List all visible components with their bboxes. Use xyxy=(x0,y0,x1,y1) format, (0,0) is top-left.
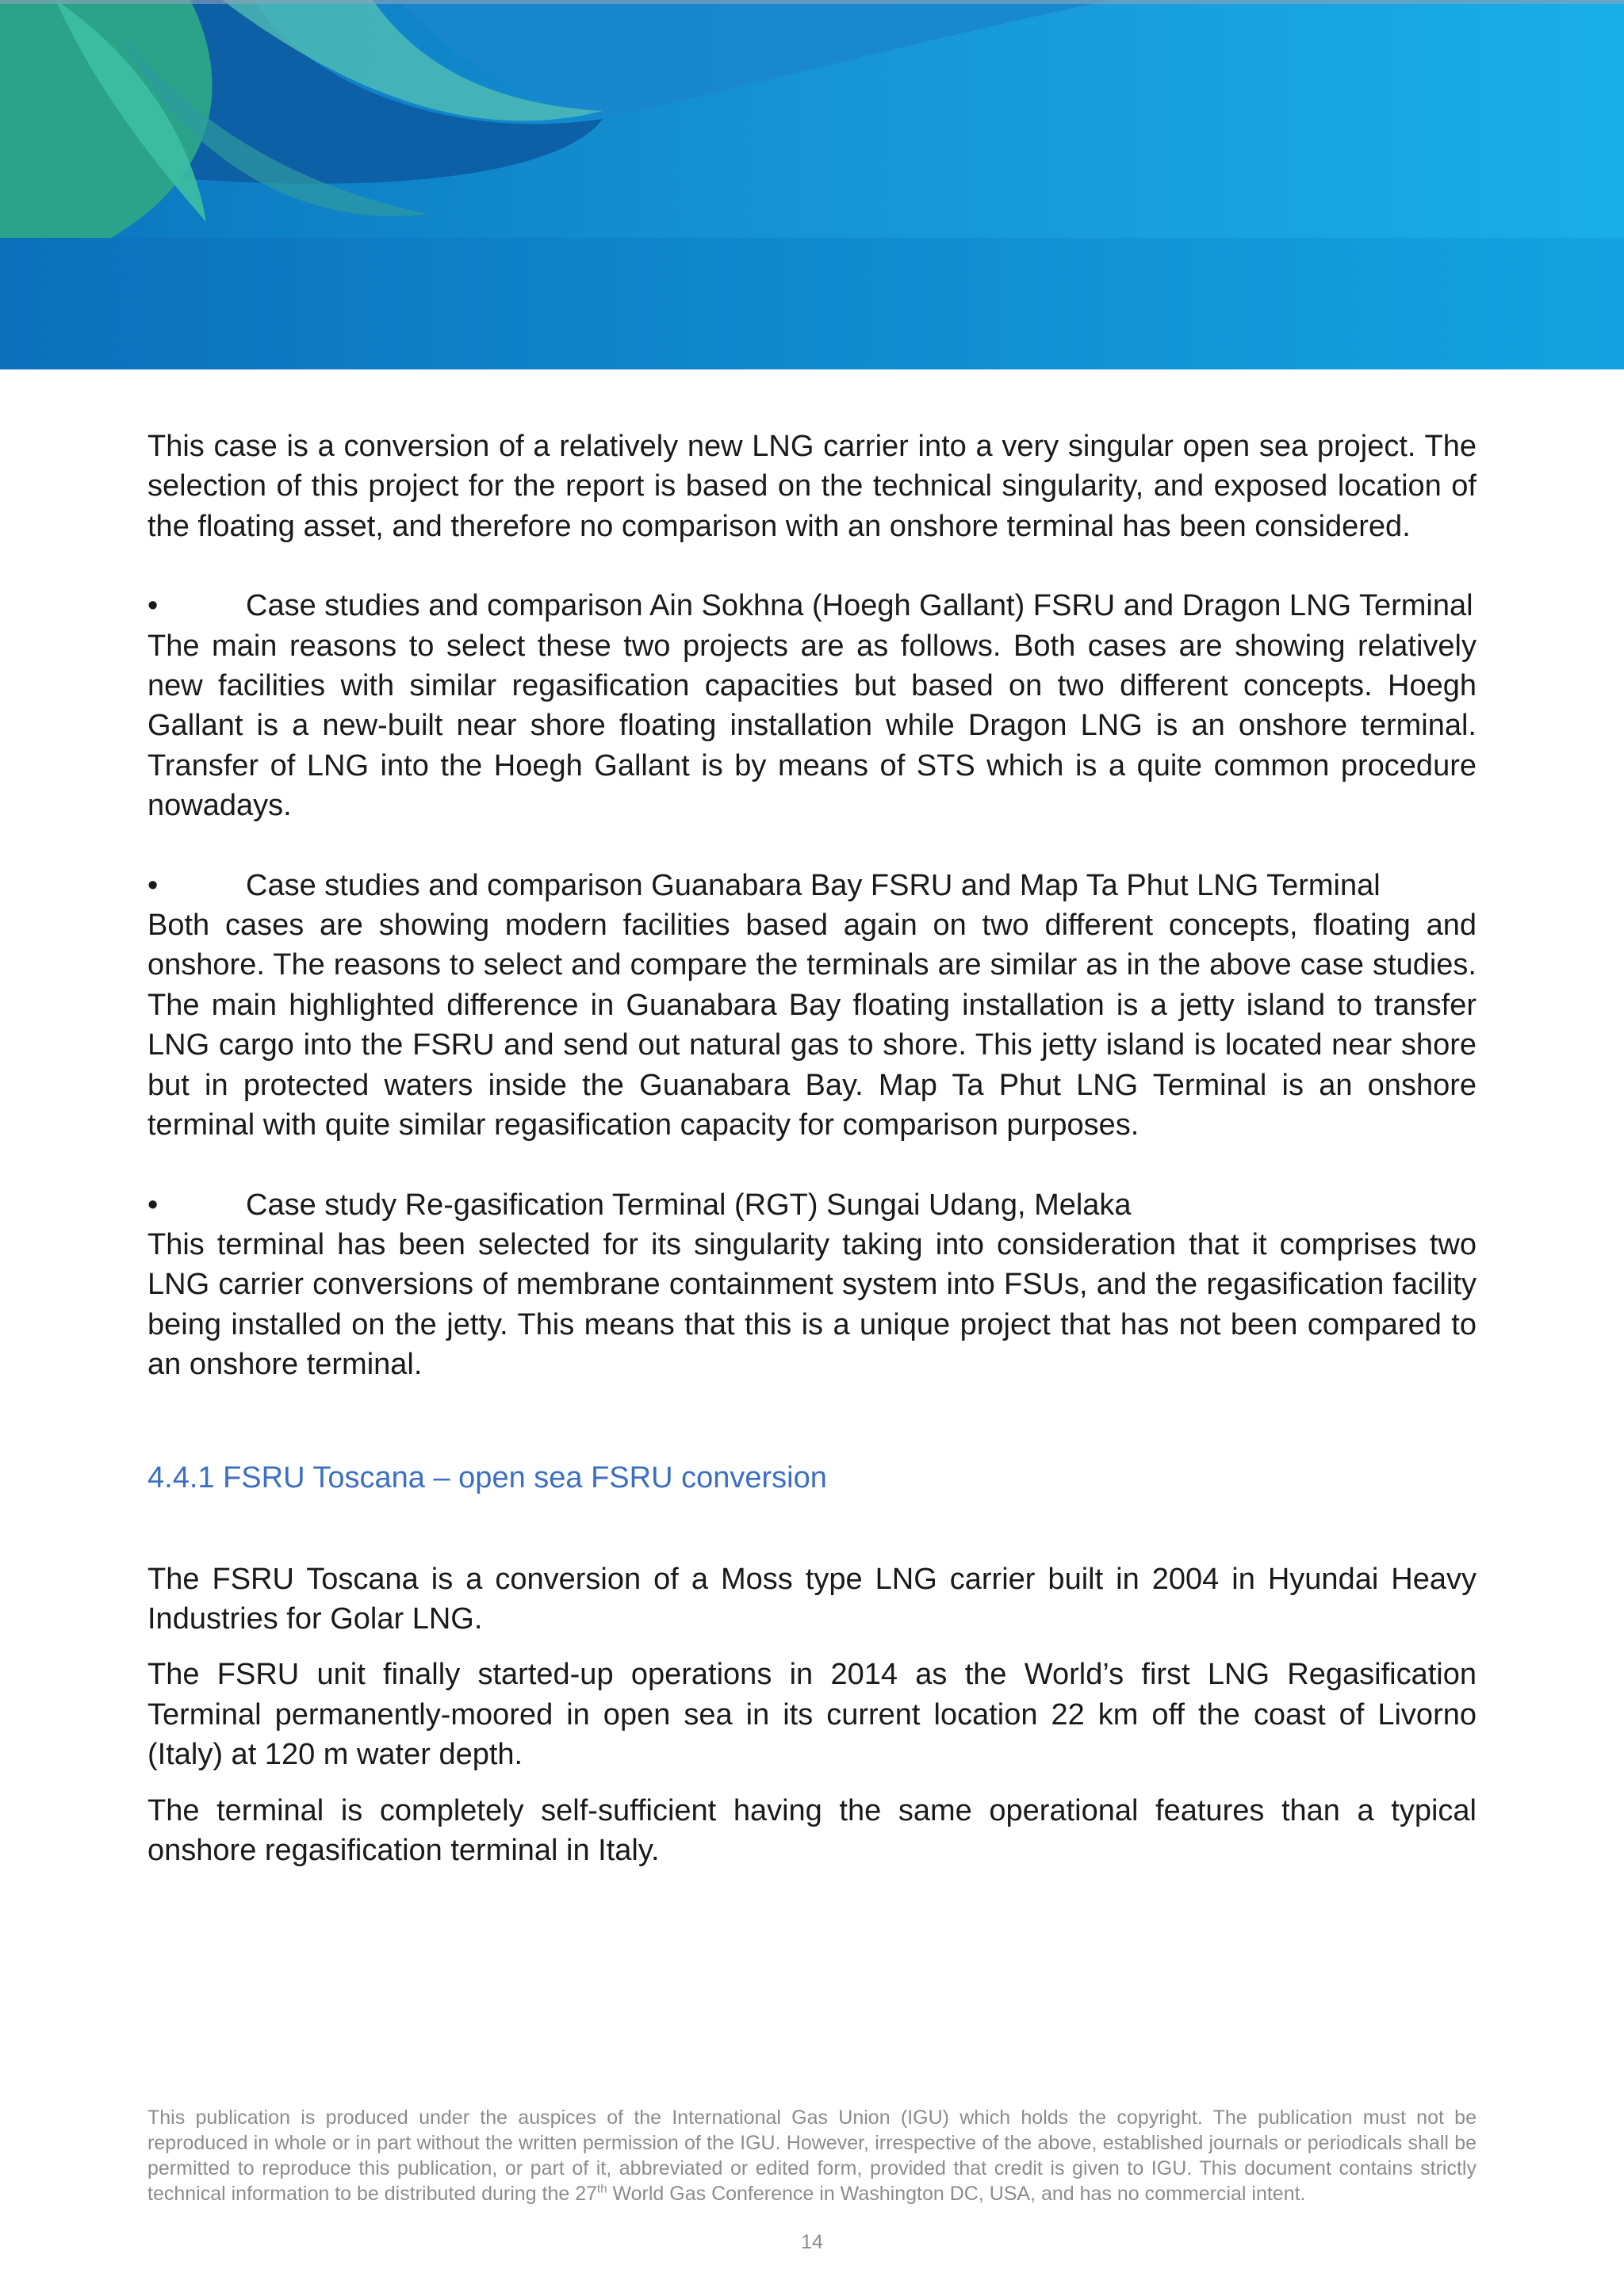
intro-paragraph: This case is a conversion of a relatively new LNG carrier into a very singular open sea project. The selection of this project for the report is based on the technical singularity, and exposed location of the floating asset, and therefore no comparison with an onshore terminal has been considered. xyxy=(147,430,1477,543)
case-paragraph: The main reasons to select these two projects are as follows. Both cases are showing relatively new facilities with similar regasification capacities but based on two different concepts. Hoegh Gallant is a new-built near shore floating installation while Dragon LNG is an onshore terminal. Transfer of LNG into the Hoegh Gallant is by means of STS which is a quite common procedure nowadays. xyxy=(147,629,1477,823)
section-paragraph: The FSRU unit finally started-up operations in 2014 as the World’s first LNG Regasification Terminal permanently-moored in open sea in its current location 22 km off the coast of Livorno (Italy) at 120 m water depth. xyxy=(147,1658,1477,1772)
case-block-1 xyxy=(147,586,1477,825)
case-title: Case study Re-gasification Terminal (RGT) Sungai Udang, Melaka xyxy=(246,1188,1132,1222)
bullet-icon: • xyxy=(147,868,159,902)
bullet-icon: • xyxy=(147,589,159,623)
footer-text-end: World Gas Conference in Washington DC, USA, and has no commercial intent. xyxy=(607,2183,1306,2205)
bullet-line xyxy=(147,586,1477,626)
section-heading: 4.4.1 FSRU Toscana – open sea FSRU conversion xyxy=(147,1460,827,1494)
case-paragraph: Both cases are showing modern facilities based again on two different concepts, floating and onshore. The reasons to select and compare the terminals are similar as in the above case studies. The main highlighted difference in Guanabara Bay floating installation is a jetty island to transfer LNG cargo into the FSRU and send out natural gas to shore. This jetty island is located near shore but in protected waters inside the Guanabara Bay. Map Ta Phut LNG Terminal is an onshore terminal with quite similar regasification capacity for comparison purposes. xyxy=(147,909,1477,1142)
case-paragraph: This terminal has been selected for its singularity taking into consideration that it comprises two LNG carrier conversions of membrane containment system into FSUs, and the regasification facility being installed on the jetty. This means that this is a unique project that has not been compared to an onshore terminal. xyxy=(147,1227,1477,1382)
copyright-footer xyxy=(147,2105,1477,2206)
section-paragraph: The FSRU Toscana is a conversion of a Moss type LNG carrier built in 2004 in Hyundai Heavy Industries for Golar LNG. xyxy=(147,1562,1477,1636)
header-banner xyxy=(0,0,1624,369)
banner-graphic xyxy=(0,0,1624,369)
section-paragraph: The terminal is completely self-sufficient having the same operational features than a typical onshore regasification terminal in Italy. xyxy=(147,1793,1477,1867)
case-title: Case studies and comparison Guanabara Bay FSRU and Map Ta Phut LNG Terminal xyxy=(246,868,1381,902)
footer-text: This publication is produced under the auspices of the International Gas Union (IGU) which holds the copyright. The publication must not be reproduced in whole or in part without the written permission of the IGU. However, irrespective of the above, established journals or periodicals shall be permitted to reproduce this publication, or part of it, abbreviated or edited form, provided that credit is given to IGU. This document contains strictly technical information to be distributed during the 27 xyxy=(147,2107,1477,2205)
footer-superscript: th xyxy=(597,2182,607,2196)
case-block-3 xyxy=(147,1185,1477,1385)
page-content xyxy=(147,427,1477,1870)
page-number: 14 xyxy=(801,2231,823,2253)
bullet-line xyxy=(147,866,1477,905)
case-block-2 xyxy=(147,866,1477,1146)
bullet-icon: • xyxy=(147,1188,159,1222)
bullet-line xyxy=(147,1185,1477,1225)
case-title: Case studies and comparison Ain Sokhna (Hoegh Gallant) FSRU and Dragon LNG Terminal xyxy=(246,589,1473,623)
